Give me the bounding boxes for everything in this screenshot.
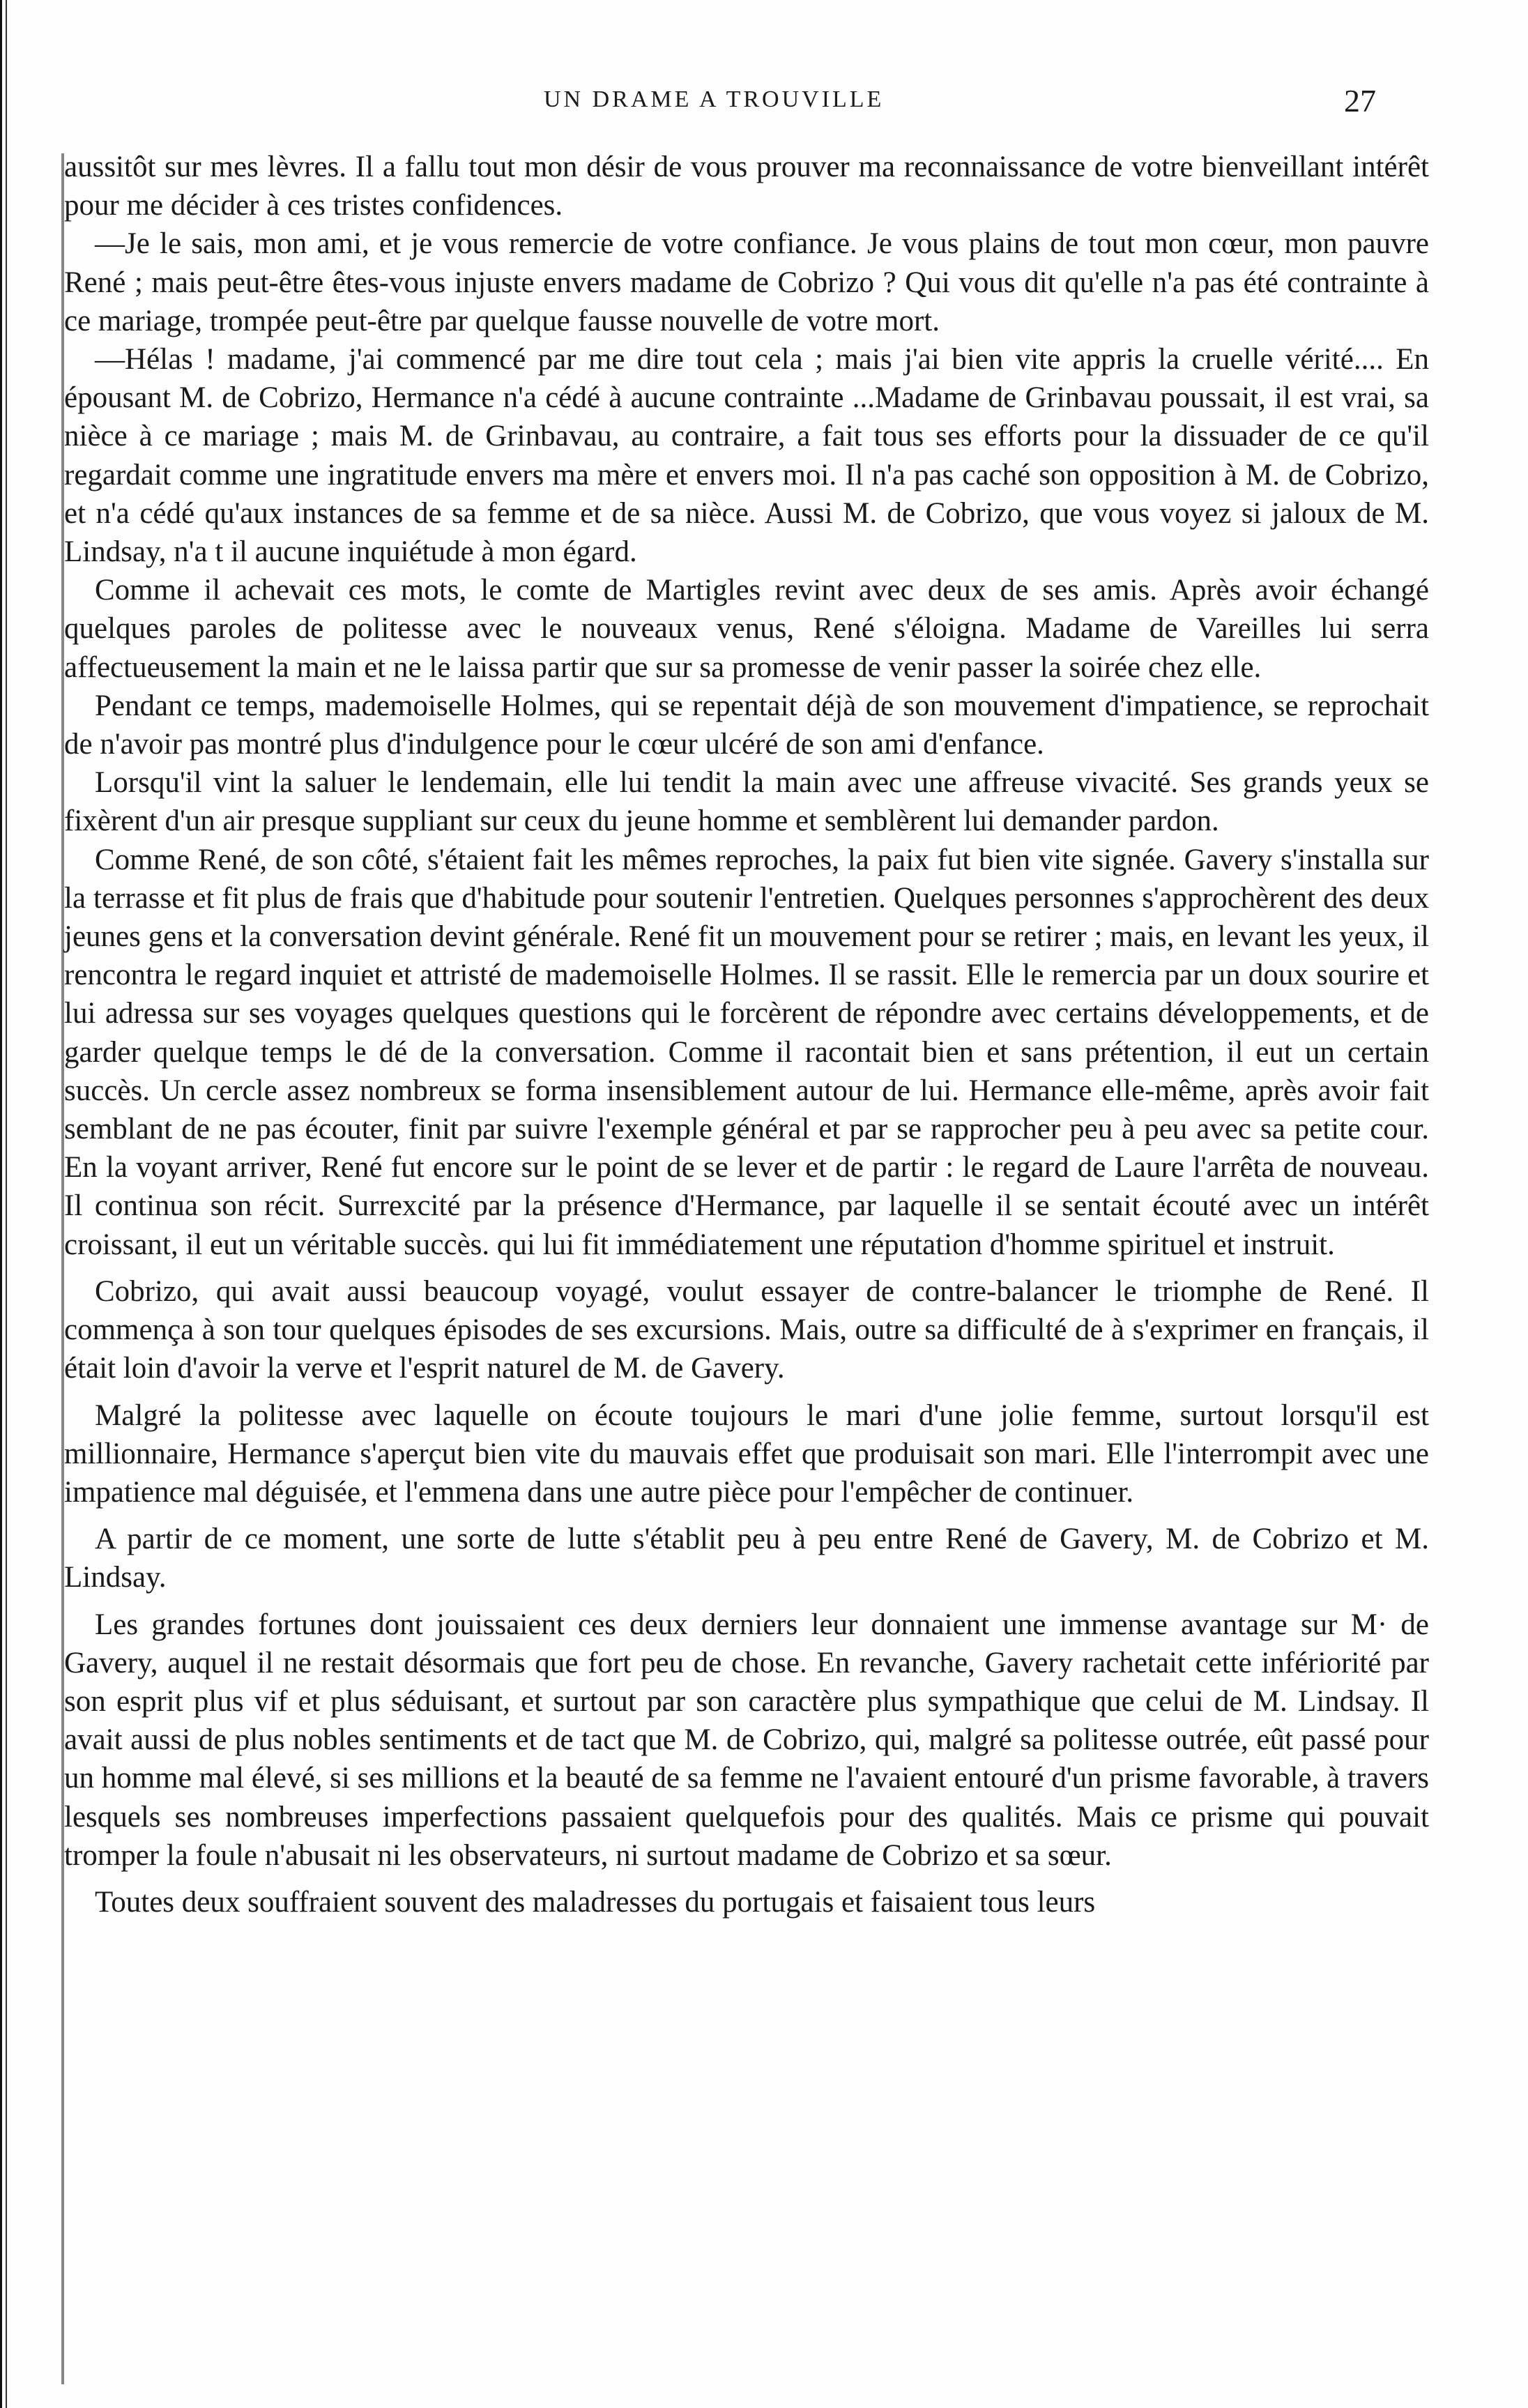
paragraph: Malgré la politesse avec laquelle on écoute toujours le mari d'une jolie femme, surtout lorsqu'il est millionnaire, Hermance s'aperçut bien vite du mauvais effet que produisait son mari. Elle l'interrompit avec une impatience mal déguisée, et l'emmena dans une autre pièce pour l'empêcher de continuer. [64,1399,1429,1509]
paragraph: —Hélas ! madame, j'ai commencé par me dire tout cela ; mais j'ai bien vite appris la cruelle vérité.... En épousant M. de Cobrizo, Hermance n'a cédé à aucune contrainte ...Madame de Grinbavau poussait, il est vrai, sa nièce à ce mariage ; mais M. de Grinbavau, au contraire, a fait tous ses efforts pour la dissuader de ce qu'il regardait comme une ingratitude envers ma mère et envers moi. Il n'a pas caché son opposition à M. de Cobrizo, et n'a cédé qu'aux instances de sa femme et de sa nièce. Aussi M. de Cobrizo, que vous voyez si jaloux de M. Lindsay, n'a t il aucune inquiétude à mon égard. [64,343,1429,569]
paragraph: Comme il achevait ces mots, le comte de Martigles revint avec deux de ses amis. Après avoir échangé quelques paroles de politesse avec le nouveaux venus, René s'éloigna. Madame de Vareilles lui serra affectueusement la main et ne le laissa partir que sur sa promesse de venir passer la soirée chez elle. [64,574,1429,684]
paragraph: Toutes deux souffraient souvent des maladresses du portugais et faisaient tous leurs [95,1885,1096,1919]
paragraph: Lorsqu'il vint la saluer le lendemain, elle lui tendit la main avec une affreuse vivacité. Ses grands yeux se fixèrent d'un air presque suppliant sur ceux du jeune homme et semblèrent lui demander pardon. [64,766,1429,838]
paragraph: Les grandes fortunes dont jouissaient ces deux derniers leur donnaient une immense avantage sur M· de Gavery, auquel il ne restait désormais que fort peu de chose. En revanche, Gavery rachetait cette infériorité par son esprit plus vif et plus séduisant, et surtout par son caractère plus sympathique que celui de M. Lindsay. Il avait aussi de plus nobles sentiments et de tact que M. de Cobrizo, qui, malgré sa politesse outrée, eût passé pour un homme mal élevé, si ses millions et la beauté de sa femme ne l'avaient entouré d'un prisme favorable, à travers lesquels ses nombreuses imperfections passaient quelquefois pour des qualités. Mais ce prisme qui pouvait tromper la foule n'abusait ni les observateurs, ni surtout madame de Cobrizo et sa sœur. [64,1608,1429,1872]
paragraph: A partir de ce moment, une sorte de lutte s'établit peu à peu entre René de Gavery, M. de Cobrizo et M. Lindsay. [64,1523,1429,1594]
paragraph: Cobrizo, qui avait aussi beaucoup voyagé, voulut essayer de contre-balancer le triomphe de René. Il commença à son tour quelques épisodes de ses excursions. Mais, outre sa difficulté de à s'exprimer en français, il était loin d'avoir la verve et l'esprit naturel de M. de Gavery. [64,1274,1429,1385]
paragraph: —Je le sais, mon ami, et je vous remercie de votre confiance. Je vous plains de tout mon cœur, mon pauvre René ; mais peut-être êtes-vous injuste envers madame de Cobrizo ? Qui vous dit qu'elle n'a pas été contrainte à ce mariage, trompée peut-être par quelque fausse nouvelle de votre mort. [64,227,1429,337]
running-title: UN DRAME A TROUVILLE [544,86,885,112]
page-binding-edge [0,0,10,2408]
paragraph: aussitôt sur mes lèvres. Il a fallu tout mon désir de vous prouver ma reconnaissance de votre bienveillant intérêt pour me décider à ces tristes confidences. [64,151,1429,222]
body-text [64,148,1429,1921]
running-head [0,82,1528,124]
paragraph: Pendant ce temps, mademoiselle Holmes, qui se repentait déjà de son mouvement d'impatience, se reprochait de n'avoir pas montré plus d'indulgence pour le cœur ulcéré de son ami d'enfance. [64,689,1429,761]
paragraph: Comme René, de son côté, s'étaient fait les mêmes reproches, la paix fut bien vite signée. Gavery s'installa sur la terrasse et fit plus de frais que d'habitude pour soutenir l'entretien. Quelques personnes s'approchèrent des deux jeunes gens et la conversation devint générale. René fit un mouvement pour se retirer ; mais, en levant les yeux, il rencontra le regard inquiet et attristé de mademoiselle Holmes. Il se rassit. Elle le remercia par un doux sourire et lui adressa sur ses voyages quelques questions qui le forcèrent de répondre avec certains développements, et de garder quelque temps le dé de la conversation. Comme il racontait bien et sans prétention, il eut un certain succès. Un cercle assez nombreux se forma insensiblement autour de lui. Hermance elle-même, après avoir fait semblant de ne pas écouter, finit par suivre l'exemple général et par se rapprocher peu à peu avec sa petite cour. En la voyant arriver, René fut encore sur le point de se lever et de partir : le regard de Laure l'arrêta de nouveau. Il continua son récit. Surrexcité par la présence d'Hermance, par laquelle il se sentait écouté avec un intérêt croissant, il eut un véritable succès. qui lui fit immédiatement une réputation d'homme spirituel et instruit. [64,843,1429,1261]
page-number: 27 [1344,83,1376,119]
